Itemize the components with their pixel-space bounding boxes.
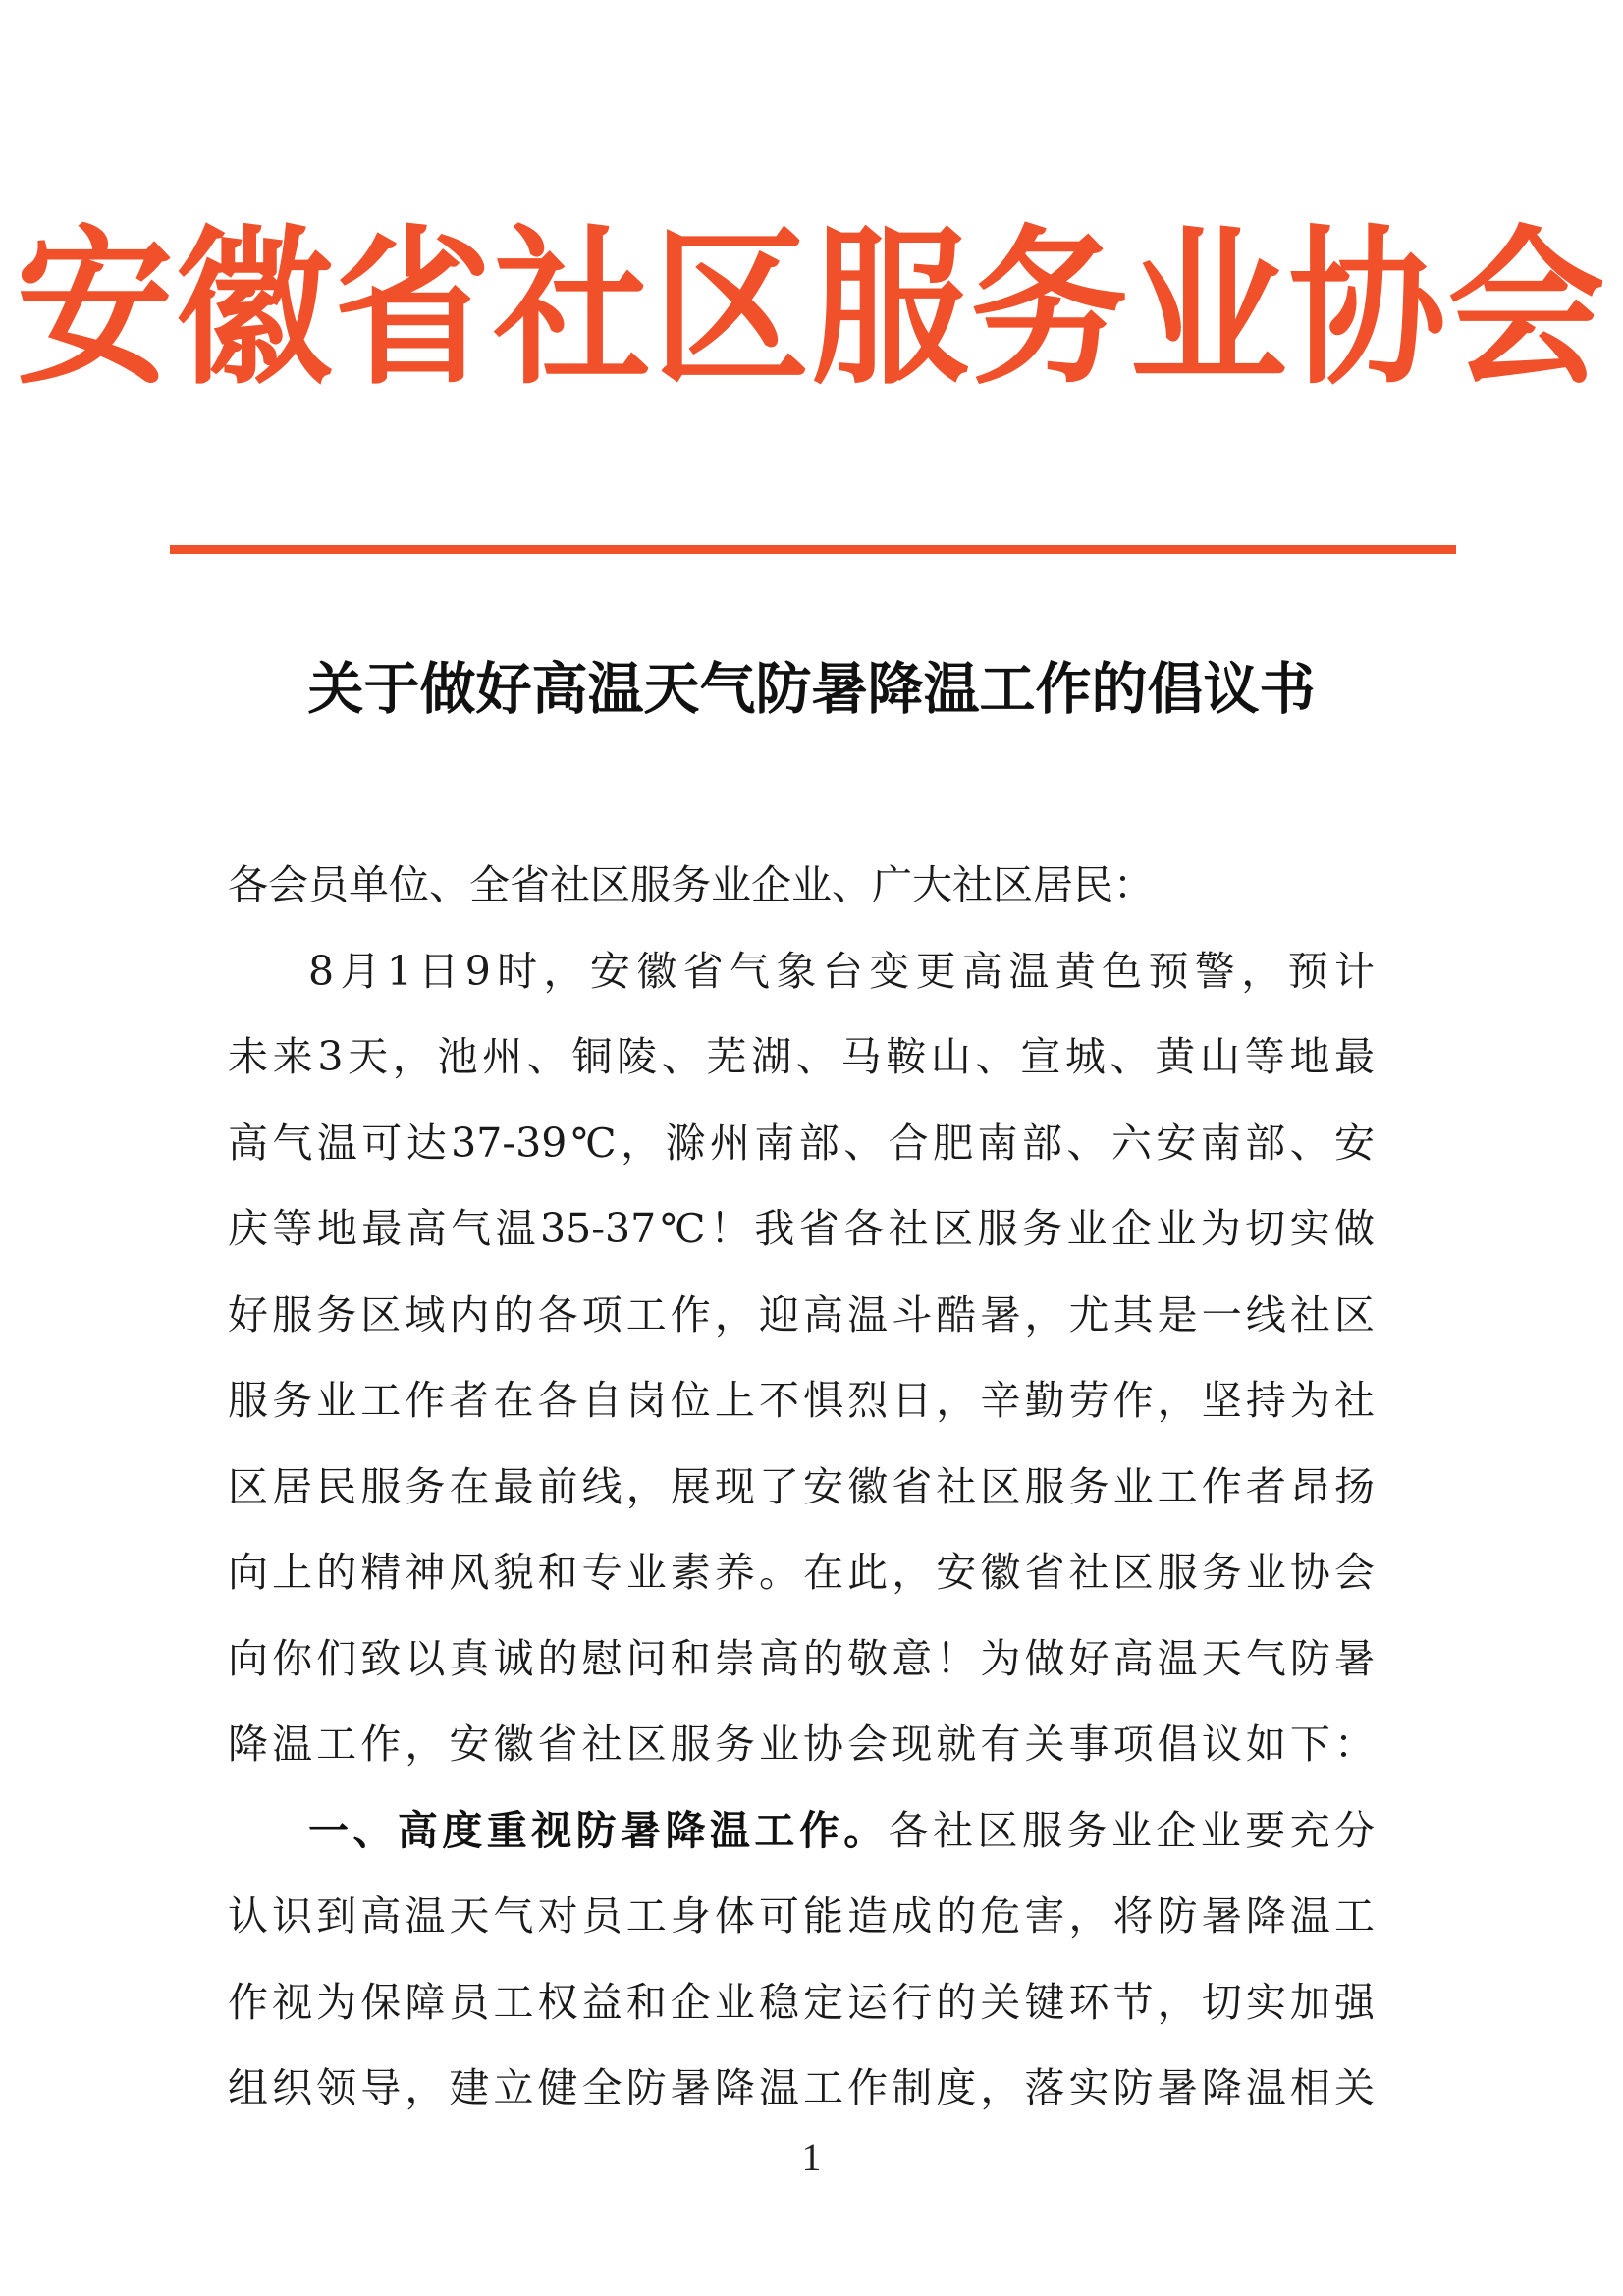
paragraph-1-line-2: 未来3天，池州、铜陵、芜湖、马鞍山、宣城、黄山等地最 <box>228 1033 1375 1080</box>
letterhead-org-name: 安徽省社区服务业协会 <box>16 208 1607 409</box>
paragraph-1-line-5: 好服务区域内的各项工作，迎高温斗酷暑，尤其是一线社区 <box>228 1290 1375 1339</box>
section-1-line-2: 认识到高温天气对员工身体可能造成的危害，将防暑降温工 <box>228 1892 1375 1940</box>
paragraph-1-line-9: 向你们致以真诚的慰问和崇高的敬意！为做好高温天气防暑 <box>228 1634 1375 1682</box>
paragraph-1-line-3: 高气温可达37-39℃，滁州南部、合肥南部、六安南部、安 <box>228 1119 1375 1167</box>
paragraph-1-line-1: 8月1日9时，安徽省气象台变更高温黄色预警，预计 <box>308 947 1375 995</box>
document-body <box>228 843 1375 2132</box>
section-1-first-line <box>228 1788 1375 1875</box>
section-1-heading: 一、高度重视防暑降温工作。 <box>308 1806 889 1854</box>
paragraph-1-line-10: 降温工作，安徽省社区服务业协会现就有关事项倡议如下： <box>228 1721 1375 1768</box>
section-1-line-3: 作视为保障员工权益和企业稳定运行的关键环节，切实加强 <box>228 1978 1375 2026</box>
section-1-first-line-text: 各社区服务业企业要充分 <box>888 1806 1376 1854</box>
paragraph-1-line-6: 服务业工作者在各自岗位上不惧烈日，辛勤劳作，坚持为社 <box>228 1377 1375 1424</box>
page-number: 1 <box>801 2135 822 2179</box>
paragraph-1-line-7: 区居民服务在最前线，展现了安徽省社区服务业工作者昂扬 <box>228 1462 1375 1510</box>
letterhead-red-rule <box>170 545 1456 554</box>
section-1-line-4: 组织领导，建立健全防暑降温工作制度，落实防暑降温相关 <box>228 2064 1375 2111</box>
document-title: 关于做好高温天气防暑降温工作的倡议书 <box>307 657 1316 722</box>
paragraph-1-line-8: 向上的精神风貌和专业素养。在此，安徽省社区服务业协会 <box>228 1549 1375 1596</box>
salutation: 各会员单位、全省社区服务业企业、广大社区居民： <box>228 861 1154 908</box>
paragraph-1-line-4: 庆等地最高气温35-37℃！我省各社区服务业企业为切实做 <box>228 1205 1375 1252</box>
